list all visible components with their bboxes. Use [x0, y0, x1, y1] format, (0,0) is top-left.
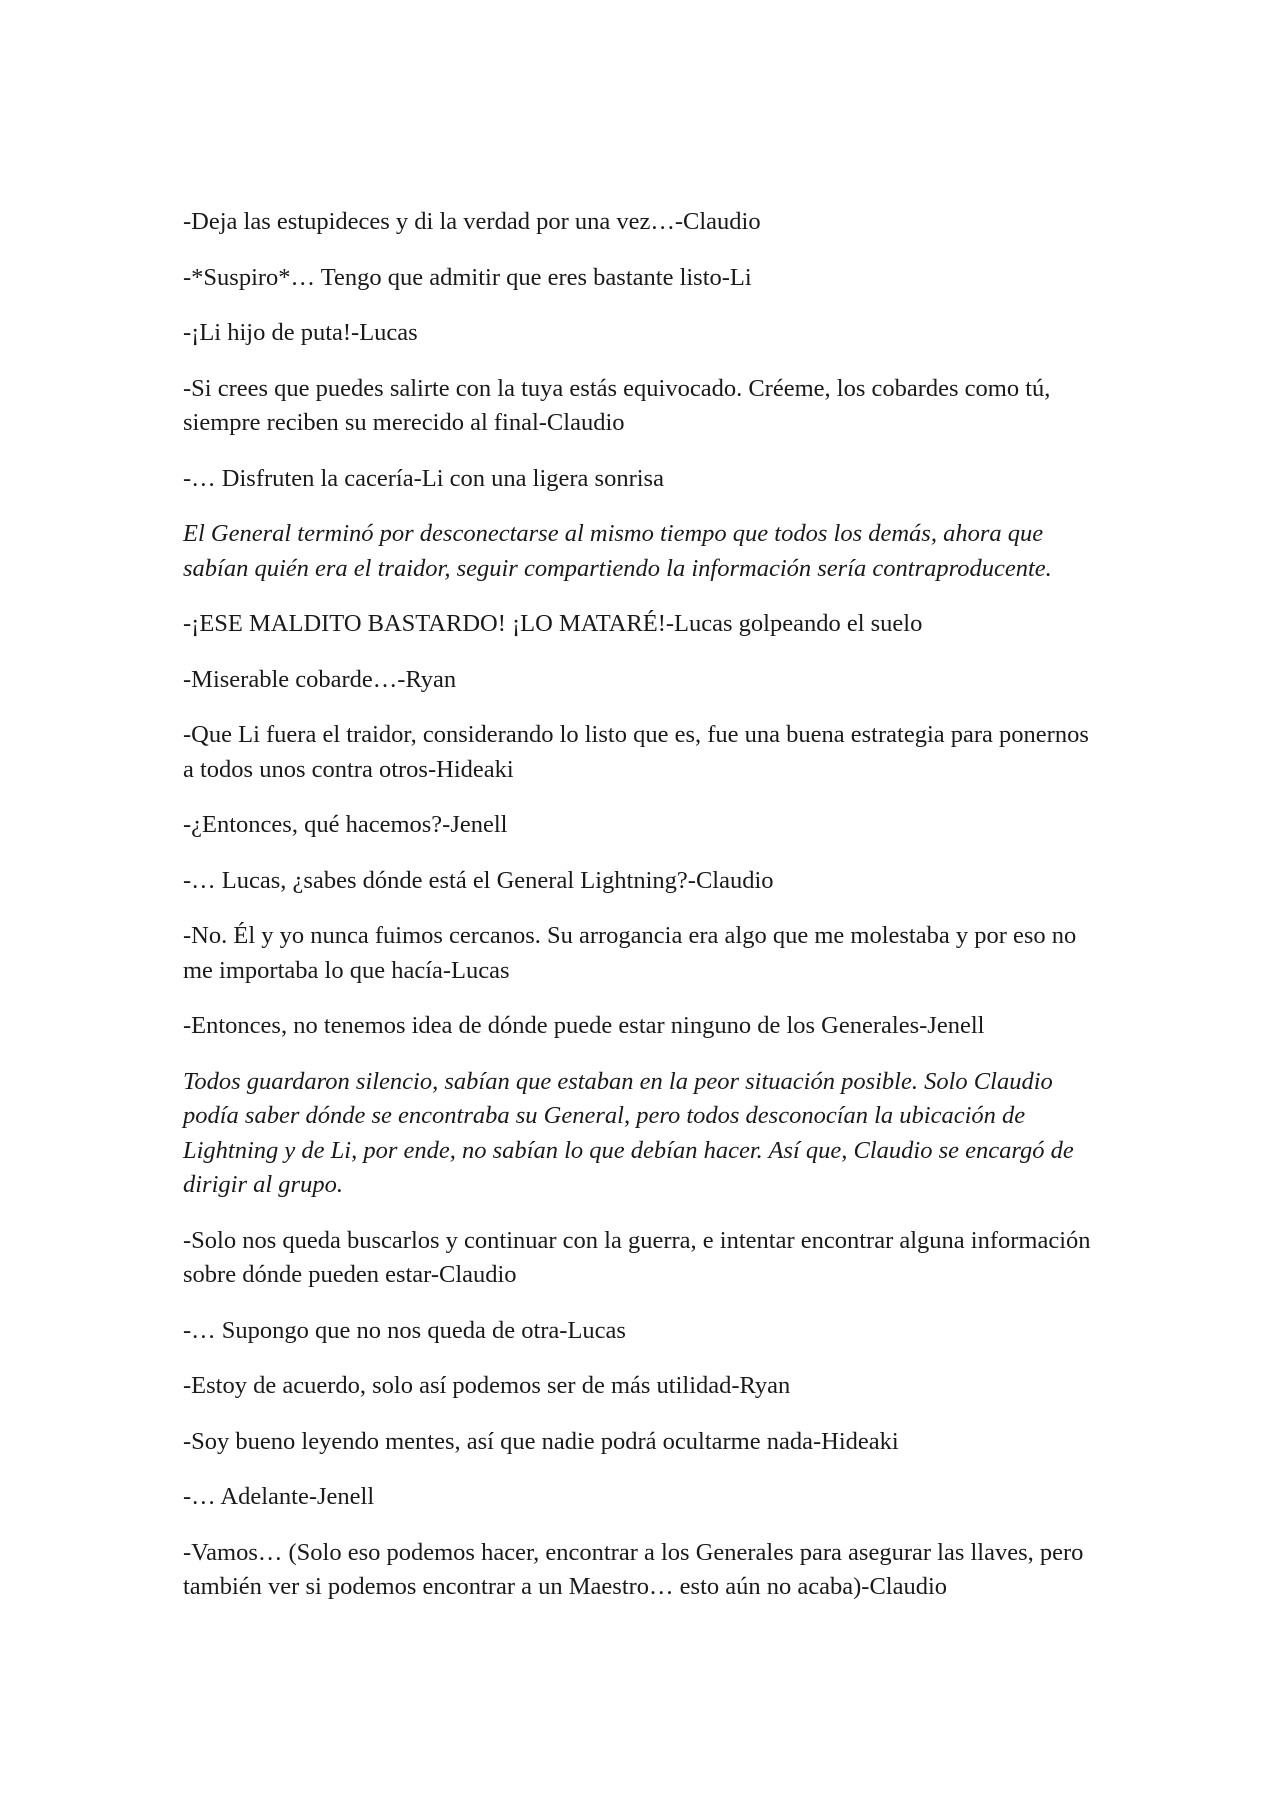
- dialogue-line: -Que Li fuera el traidor, considerando lo listo que es, fue una buena estrategia para ponernos a todos unos contra otros-Hideaki: [183, 721, 1089, 783]
- dialogue-line: -… Lucas, ¿sabes dónde está el General Lightning?-Claudio: [183, 866, 774, 894]
- dialogue-line: -… Adelante-Jenell: [183, 1483, 375, 1510]
- dialogue-line: -Estoy de acuerdo, solo así podemos ser de más utilidad-Ryan: [183, 1372, 791, 1399]
- dialogue-line: -Deja las estupideces y di la verdad por una vez…-Claudio: [183, 208, 761, 235]
- dialogue-line: -¡ESE MALDITO BASTARDO! ¡LO MATARÉ!-Lucas golpeando el suelo: [183, 610, 923, 637]
- dialogue-line: -Entonces, no tenemos idea de dónde puede estar ninguno de los Generales-Jenell: [183, 1012, 985, 1039]
- dialogue-line: -*Suspiro*… Tengo que admitir que eres bastante listo-Li: [183, 263, 752, 291]
- dialogue-line: -¿Entonces, qué hacemos?-Jenell: [183, 811, 508, 838]
- dialogue-line: -Miserable cobarde…-Ryan: [183, 665, 457, 693]
- document-page: [183, 205, 1103, 1626]
- dialogue-line: -Soy bueno leyendo mentes, así que nadie podrá ocultarme nada-Hideaki: [183, 1427, 899, 1455]
- dialogue-line: -Si crees que puedes salirte con la tuya estás equivocado. Créeme, los cobardes como tú, siempre reciben su merecido al final-Claudio: [183, 374, 1051, 436]
- dialogue-line: -… Disfruten la cacería-Li con una ligera sonrisa: [183, 464, 664, 492]
- narration-paragraph: El General terminó por desconectarse al mismo tiempo que todos los demás, ahora que sabían quién era el traidor, seguir compartiendo la información sería contraproducente.: [183, 520, 1052, 582]
- dialogue-line: -… Supongo que no nos queda de otra-Lucas: [183, 1316, 626, 1344]
- narration-paragraph: Todos guardaron silencio, sabían que estaban en la peor situación posible. Solo Claudio podía saber dónde se encontraba su General, pero todos desconocían la ubicación de Lightning y de Li, por ende, no sabían lo que debían hacer. Así que, Claudio se encargó de dirigir al grupo.: [183, 1067, 1074, 1198]
- dialogue-line: -No. Él y yo nunca fuimos cercanos. Su arrogancia era algo que me molestaba y por eso no me importaba lo que hacía-Lucas: [183, 922, 1077, 984]
- dialogue-line: -Solo nos queda buscarlos y continuar con la guerra, e intentar encontrar alguna información sobre dónde pueden estar-Claudio: [183, 1226, 1091, 1288]
- dialogue-line: -Vamos… (Solo eso podemos hacer, encontrar a los Generales para asegurar las llaves, pero también ver si podemos encontrar a un Maestro… esto aún no acaba)-Claudio: [183, 1538, 1084, 1600]
- dialogue-line: -¡Li hijo de puta!-Lucas: [183, 319, 418, 346]
